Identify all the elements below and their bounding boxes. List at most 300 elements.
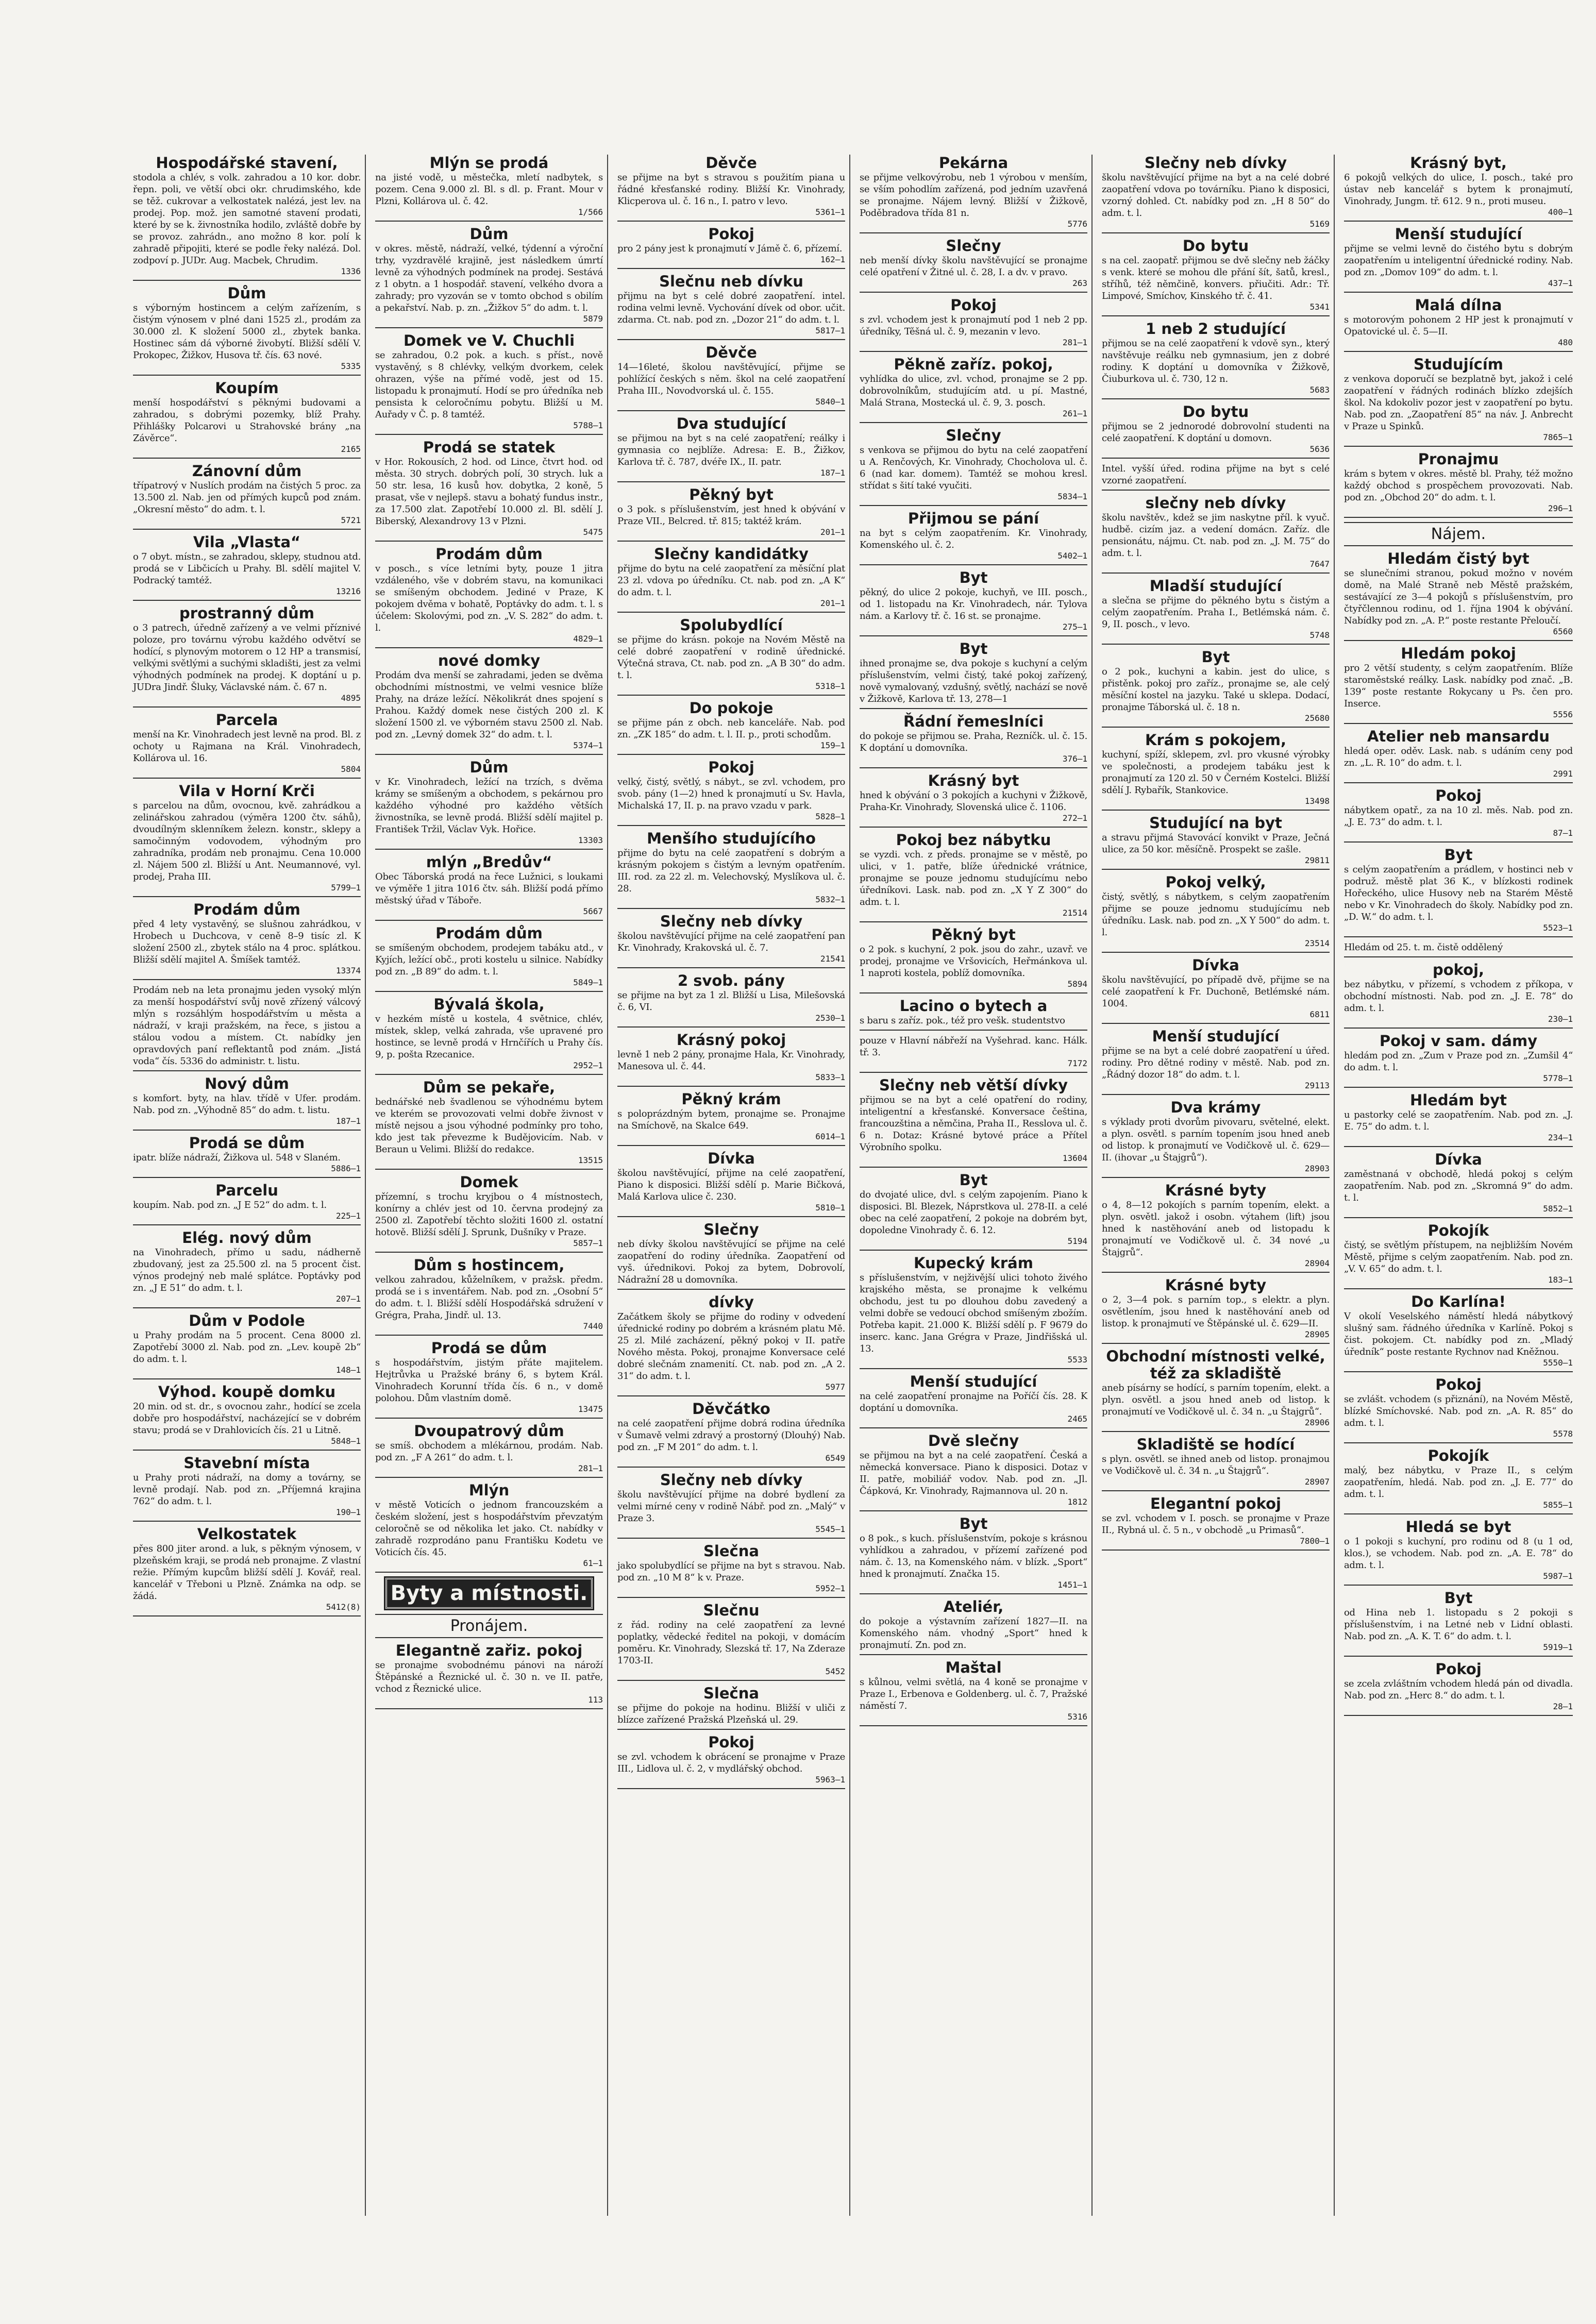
ad-heading: Lacino o bytech a xyxy=(899,997,1048,1015)
classified-ad xyxy=(1344,1151,1573,1218)
classified-ad xyxy=(375,332,603,435)
ad-heading: Dva studující xyxy=(676,415,786,432)
ad-heading: mlýn „Bredův“ xyxy=(426,853,552,871)
ad-code: 6549 xyxy=(825,1453,845,1463)
classified-ad xyxy=(133,712,361,779)
ad-text: bez nábytku, v přízemí, s vchodem z příkopa, v obchodní místnosti. Nab. pod zn. „J. E. 78“ do adm. t. l. xyxy=(1344,979,1573,1014)
ad-heading: prostranný dům xyxy=(179,604,314,622)
ad-text: ipatr. blíže nádraží, Žižkova ul. 548 v Slaném. xyxy=(133,1152,341,1163)
ad-code: 207—1 xyxy=(335,1294,361,1304)
ad-code: 5475 xyxy=(583,527,603,537)
ad-heading: Pekárna xyxy=(938,155,1009,172)
ad-text: u Prahy prodám na 5 procent. Cena 8000 zl. Zapotřebí 3000 zl. Nab. pod zn. „Lev. koupě 2b“ do adm. t. l. xyxy=(133,1330,361,1365)
classified-ad xyxy=(1102,1495,1330,1551)
ad-code: 5977 xyxy=(825,1382,845,1392)
ad-heading: Do Karlína! xyxy=(1411,1293,1506,1310)
classified-ad xyxy=(1102,238,1330,316)
ad-heading: Kupecký krám xyxy=(914,1254,1033,1272)
ad-heading: Atelier neb mansardu xyxy=(1367,728,1550,745)
ad-heading: Pokoj xyxy=(708,225,754,243)
ad-text: nábytkem opatř., za na 10 zl. měs. Nab. pod zn. „J. E. 73“ do adm. t. l. xyxy=(1344,805,1573,828)
ad-code: 5817—1 xyxy=(815,326,845,335)
ad-text: přijme do bytu na celé zaopatření za měsíční plat 23 zl. vdova po úředníku. Ct. nab. pod zn. „A K“ do adm. t. l. xyxy=(617,563,845,598)
ad-text: na celé zaopatření pronajme na Poříčí čís. 28. K doptání u domovníka. xyxy=(860,1391,1087,1413)
classified-ad xyxy=(375,546,603,648)
ad-code: 13475 xyxy=(578,1404,603,1414)
ad-divider xyxy=(375,434,603,435)
ad-code: 148—1 xyxy=(335,1365,361,1375)
ad-text: o 2 pok., kuchyni a kabin. jest do ulice, s přistěnk. pokoj pro zaříz., pronajme se, ale celý měsíční kostel na jazyku. Také u sklepa. Dodací, pronajme Táborská ul. č. 18 n. xyxy=(1102,666,1330,713)
ad-divider xyxy=(617,481,845,482)
ad-divider xyxy=(375,1074,603,1075)
classified-ad xyxy=(1102,1348,1330,1432)
ad-text: pro 2 větší studenty, s celým zaopatřením. Blíže staroměstské reálky. Lask. nabídky pod znač. „B. 139“ poste restante Rokycany u Ps. čen pro. Inserce. xyxy=(1344,663,1573,709)
ad-code: 25680 xyxy=(1304,713,1330,723)
ad-heading: Byt xyxy=(959,1171,988,1189)
classified-ad xyxy=(860,832,1087,922)
ad-heading: Pokojík xyxy=(1427,1222,1489,1239)
ad-heading: Krásné byty xyxy=(1165,1276,1267,1294)
ad-text: krám s bytem v okres. městě bl. Prahy, též možno každý obchod s prospěchem provozovati. Nab. pod zn. „Obchod 20“ do adm. t. l. xyxy=(1344,468,1573,503)
classified-ad xyxy=(1344,962,1573,1029)
ad-divider xyxy=(860,422,1087,423)
classified-ad xyxy=(1344,1033,1573,1088)
ad-divider xyxy=(133,1177,361,1178)
ad-text: přijme se na byt a celé dobré zaopatření u úřed. rodiny. Pro dětné rodiny v městě. Nab. pod zn. „Řádný dozor 18“ do adm. t. l. xyxy=(1102,1046,1330,1080)
classified-ad xyxy=(617,913,845,968)
ad-divider xyxy=(860,1368,1087,1369)
ad-text: malý, bez nábytku, v Praze II., s celým zaopatřením, hledá. Nab. pod zn. „J. E. 77“ do adm. t. l. xyxy=(1344,1465,1573,1500)
ad-heading: Elég. nový dům xyxy=(182,1229,312,1247)
ad-text: s výborným hostincem a celým zařízením, s čistým výnosem v plné dani 1525 zl., prodám za 30.000 zl. K složení 5000 zl., zbytek banka. Hostinec sám dá výborné živobytí. Bližší sdělí V. Prokopec, Žižkov, Husova tř. čís. 63 nové. xyxy=(133,302,361,361)
ad-heading: Mlýn se prodá xyxy=(429,155,549,172)
classified-ad xyxy=(1102,1099,1330,1178)
classified-ad xyxy=(1344,226,1573,293)
ad-divider xyxy=(1344,936,1573,937)
ad-text: hledám pod zn. „Zum v Praze pod zn. „Zumšil 4“ do adm. t. l. xyxy=(1344,1050,1573,1073)
classified-ad xyxy=(375,925,603,992)
ad-code: 5374—1 xyxy=(573,740,603,750)
classified-ad xyxy=(617,1401,845,1468)
classified-ad xyxy=(1344,550,1573,641)
ad-heading: Parcela xyxy=(215,711,278,729)
ad-divider xyxy=(617,541,845,542)
ad-heading: Hledám pokoj xyxy=(1401,645,1516,662)
ad-heading: Pokoj velký, xyxy=(1165,873,1266,891)
ad-code: 5578 xyxy=(1553,1429,1573,1439)
ad-heading: Slečny xyxy=(946,237,1001,255)
ad-divider xyxy=(375,1708,603,1709)
classified-ad xyxy=(617,1150,845,1217)
ad-text: do pokoje se přijmou se. Praha, Rezníčk. ul. č. 15. K doptání u domovníka. xyxy=(860,731,1087,753)
ad-code: 5848—1 xyxy=(331,1436,361,1446)
ad-heading: Děvčátko xyxy=(692,1400,770,1418)
ad-text: aneb písárny se hodící, s parním topením, elekt. a plyn. osvětl. a jsou hned aneb od listop. k pronajmutí ve Vodičkově ul. č. 34 n. „u Štajgrů“. xyxy=(1102,1383,1330,1417)
classified-ad xyxy=(860,927,1087,993)
ad-heading: Hledá se byt xyxy=(1405,1518,1511,1536)
ad-heading: Domek xyxy=(460,1173,518,1191)
ad-text: s motorovým pohonem 2 HP jest k pronajmutí v Opatovické ul. č. 5—II. xyxy=(1344,314,1573,337)
classified-ad xyxy=(617,155,845,222)
ad-heading: Dívka xyxy=(1435,1151,1482,1168)
ad-divider xyxy=(1102,1177,1330,1178)
ad-heading: Krám s pokojem, xyxy=(1145,731,1286,749)
classified-ad xyxy=(617,415,845,482)
classified-ad xyxy=(1102,732,1330,811)
ad-code: 28904 xyxy=(1304,1258,1330,1268)
ad-divider xyxy=(1102,869,1330,870)
ad-heading: Pokoj xyxy=(950,296,997,314)
ad-divider xyxy=(1102,1550,1330,1551)
ad-heading: Slečny neb dívky xyxy=(660,1471,803,1489)
ad-text: u pastorky celé se zaopatřením. Nab. pod zn. „J. E. 75“ do adm. t. l. xyxy=(1344,1109,1573,1132)
ad-code: 2952—1 xyxy=(573,1060,603,1070)
ad-divider xyxy=(1344,1442,1573,1443)
ad-text: Intel. vyšší úřed. rodina přijme na byt s celé vzorné zaopatření. xyxy=(1102,463,1330,486)
ad-code: 5852—1 xyxy=(1543,1204,1573,1214)
ad-code: 5550—1 xyxy=(1543,1358,1573,1368)
ad-code: 5894 xyxy=(1067,979,1087,989)
ad-code: 5721 xyxy=(341,515,361,525)
ad-text: přijmou se na celé zaopatření k vdově syn., který navštěvuje reálku neb gymnasium, jen z dobré rodiny. K doptání u domovníka v Žižkově, Čiuburkova ul. č. 730, 12 n. xyxy=(1102,338,1330,384)
classified-ad xyxy=(860,1172,1087,1251)
classified-ad xyxy=(1344,155,1573,222)
ad-divider xyxy=(133,1224,361,1225)
ad-text: čistý, se světlým přístupem, na nejbližším Novém Městě, přijme s celým zaopatřením. Nab. pod zn. „V. V. 65“ do adm. t. l. xyxy=(1344,1240,1573,1274)
ad-heading: Děvče xyxy=(705,155,757,172)
ad-divider xyxy=(860,1072,1087,1073)
ad-divider xyxy=(617,1467,845,1468)
ad-divider xyxy=(1344,841,1573,843)
ad-divider xyxy=(1344,1028,1573,1029)
ad-text: s venkova se přijmou do bytu na celé zaopatření u A. Renčových, Kr. Vinohrady, Chocholova ul. č. 6 (nad kar. domem). Tamtéž se mohou kresl. střídat s šití také vyučiti. xyxy=(860,445,1087,491)
ad-code: 2991 xyxy=(1553,769,1573,779)
ad-code: 5361—1 xyxy=(815,207,845,217)
classified-ad xyxy=(133,463,361,530)
ad-text: v Kr. Vinohradech, ležící na trzích, s dvěma krámy se smíšeným a obchodem, s pekárnou pro každého výhodné pro každého větších živnostníka, se levně prodá. Bližší sdělí majitel p. František Tržil, Václav Vyk. Hořice. xyxy=(375,777,603,835)
ad-text: o 3 pok. s příslušenstvím, jest hned k obývání v Praze VII., Belcred. tř. 815; taktéž krám. xyxy=(617,504,845,527)
ad-divider xyxy=(1344,517,1573,518)
ad-heading: nové domky xyxy=(438,652,541,669)
classified-ad xyxy=(860,427,1087,506)
ad-code: 400—1 xyxy=(1548,207,1573,217)
ad-heading: 2 svob. pány xyxy=(677,972,785,989)
ad-divider xyxy=(617,1216,845,1217)
ad-divider xyxy=(133,706,361,708)
classified-ad xyxy=(375,1174,603,1253)
ad-heading: Pokoj xyxy=(1435,1376,1482,1393)
ad-text: školou navštěvující přijme na celé zaopatření pan Kr. Vinohrady, Krakovská ul. č. 7. xyxy=(617,931,845,953)
classified-ad xyxy=(375,1079,603,1170)
ad-divider xyxy=(617,1597,845,1598)
column-5 xyxy=(1098,155,1335,2216)
ad-heading: Prodám dům xyxy=(435,924,543,942)
ad-divider xyxy=(617,1086,845,1087)
ad-code: 5987—1 xyxy=(1543,1571,1573,1581)
ad-text: se vyzdi. vch. z předs. pronajme se v městě, po ulici, v 1. patře, blíže úřednické vrátnice, pronajme se pouze jednomu studujícímu nebo úředníkovi. Lask. nab. pod zn. „X Y Z 300“ do adm. t. l. xyxy=(860,849,1087,907)
ad-divider xyxy=(1102,232,1330,233)
ad-text: o 2 pok. s kuchyní, 2 pok. jsou do zahr., uzavř. ve prodej, pronajme ve Vršovicích, Heřmánkova ul. 1 naproti kostela, poblíž domovníka. xyxy=(860,944,1087,979)
ad-divider xyxy=(375,541,603,542)
classified-ad xyxy=(1344,1661,1573,1716)
ad-code: 5834—1 xyxy=(1057,492,1087,501)
ad-heading: pokoj, xyxy=(1432,961,1485,979)
ad-heading: Krásný byt xyxy=(928,772,1019,789)
classified-ad xyxy=(375,996,603,1075)
ad-text: pěkný, do ulice 2 pokoje, kuchyň, ve III. posch., od 1. listopadu na Kr. Vinohradech, nár. Tylova nám. a Karlovy tř. č. 16 st. se pronajme. xyxy=(860,587,1087,621)
ad-heading: Pronajmu xyxy=(1418,450,1499,468)
ad-divider xyxy=(617,1026,845,1028)
ad-heading: Studující na byt xyxy=(1149,814,1282,832)
ad-text: velkou zahradou, kůželníkem, v pražsk. předm. prodá se i s inventářem. Nab. pod zn. „Osobní 5“ do adm. t. l. Bližší sdělí Hospodářská sdružení v Grégra, Praha, Jindř. ul. 13. xyxy=(375,1274,603,1321)
ad-code: 5919—1 xyxy=(1543,1642,1573,1652)
ad-heading: Byt xyxy=(1444,1589,1473,1607)
ad-divider xyxy=(1102,315,1330,316)
ad-divider xyxy=(617,612,845,613)
classified-ad xyxy=(860,297,1087,352)
ad-text: na celé zaopatření přijme dobrá rodina úředníka v Šumavě velmi zdravý a prostorný (Dlouhý) Nab. pod zn. „F M 201“ do adm. t. l. xyxy=(617,1418,845,1453)
ad-heading: slečny neb dívky xyxy=(1145,494,1286,512)
ad-divider xyxy=(375,221,603,222)
ad-heading: dívky xyxy=(709,1293,754,1311)
ad-text: na byt s celým zaopatřením. Kr. Vinohrady, Komenského ul. č. 2. xyxy=(860,528,1087,550)
ad-heading: Slečny xyxy=(703,1221,759,1238)
ad-code: 13604 xyxy=(1062,1153,1087,1163)
classified-ad xyxy=(1102,649,1330,728)
ad-code: 5402—1 xyxy=(1057,551,1087,561)
ad-code: 28906 xyxy=(1304,1418,1330,1427)
ad-heading: Stavební místa xyxy=(183,1454,310,1472)
ad-divider xyxy=(133,1070,361,1071)
classified-ad xyxy=(617,226,845,269)
ad-heading: Pokoj v sam. dámy xyxy=(1379,1032,1538,1050)
classified-ad xyxy=(860,569,1087,636)
ad-code: 5533 xyxy=(1067,1355,1087,1365)
ad-divider xyxy=(617,410,845,411)
ad-heading: Mlýn xyxy=(468,1481,510,1499)
ad-text: pro 2 pány jest k pronajmutí v Jámě č. 6, přízemí. xyxy=(617,243,843,254)
ad-divider xyxy=(1344,640,1573,641)
ad-text: přijme se velmi levně do čistého bytu s dobrým zaopatřením u inteligentní úřednické rodiny. Nab. pod zn. „Domov 109“ do adm. t. l. xyxy=(1344,243,1573,278)
classified-ad xyxy=(860,238,1087,293)
classified-ad xyxy=(375,854,603,921)
ad-divider xyxy=(860,564,1087,565)
ad-code: 201—1 xyxy=(820,598,845,608)
ad-heading: Prodám dům xyxy=(435,545,543,563)
classified-ad xyxy=(860,998,1087,1031)
ad-heading: Výhod. koupě domku xyxy=(158,1383,336,1401)
classified-ad xyxy=(133,155,361,281)
ad-divider xyxy=(1102,458,1330,459)
ad-text: třípatrový v Nuslích prodám na čistých 5 proc. za 13.500 zl. Nab. jen od přímých kupců pod znám. „Okresní město“ do adm. t. l. xyxy=(133,480,361,515)
ad-code: 5636 xyxy=(1309,444,1330,454)
ad-code: 1/566 xyxy=(578,207,603,217)
ad-text: Obec Táborská prodá na řece Lužnici, s loukami ve výměře 1 jitra 1016 čtv. sáh. Bližší podá přímo městský úřad v Táboře. xyxy=(375,871,603,906)
ad-divider xyxy=(133,896,361,897)
classified-ad xyxy=(1102,957,1330,1024)
ad-text: vyhlídka do ulice, zvl. vchod, pronajme se 2 pp. dobrovolníkům, studujícím atd. u pí. Mastné, Malá Strana, Mostecká ul. č. 9, 3. posch. xyxy=(860,374,1087,408)
ad-divider xyxy=(860,1510,1087,1511)
classified-ad xyxy=(133,1182,361,1225)
ad-divider xyxy=(375,327,603,328)
ad-heading: Prodá se dům xyxy=(431,1339,547,1357)
ad-divider xyxy=(375,1252,603,1253)
ad-text: Hledám od 25. t. m. čistě oddělený xyxy=(1344,942,1503,953)
ad-text: se přijme do krásn. pokoje na Novém Městě na celé dobré zaopatření v rodině úřednické. Výtečná strava, Ct. nab. pod zn. „A B 30“ do adm. t. l. xyxy=(617,634,845,681)
ad-heading: Byt xyxy=(959,1515,988,1533)
ad-code: 6811 xyxy=(1309,1009,1330,1019)
ad-code: 281—1 xyxy=(1062,338,1087,347)
ad-text: do pokoje a výstavním zařízení 1827—II. na Komenského nám. vhodný „Sport“ hned k pronajmutí. Zn. pod zn. xyxy=(860,1616,1087,1651)
classified-ad xyxy=(375,1482,603,1573)
column-6 xyxy=(1340,155,1577,2216)
ad-code: 13303 xyxy=(578,835,603,845)
ad-text: se slunečními stranou, pokud možno v novém domě, na Malé Straně neb Městě pražském, sestávající ze 3—4 pokojů s příslušenstvím, pro čtyřčlennou rodinu, od 1. října 1904 k obývání. Nabídky pod zn. „A. P.“ poste restante Přeloučí. xyxy=(1344,568,1573,626)
ad-text: školou navštěvující, přijme na celé zaopatření, Piano k disposici. Bližší sdělí p. Marie Bičková, Malá Karlova ulice č. 230. xyxy=(617,1168,845,1202)
ad-divider xyxy=(375,647,603,648)
classified-ad xyxy=(133,605,361,708)
ad-heading: Menší studující xyxy=(910,1373,1037,1390)
classified-ad xyxy=(1344,1519,1573,1586)
ad-heading: Do bytu xyxy=(1182,403,1249,420)
ad-code: 5341 xyxy=(1309,302,1330,312)
ad-text: se přijme na byt s stravou s použitím piana u řádné křesťanské rodiny. Bližší Kr. Vinohrady, Klicperova ul. č. 16 n., I. patro v levo. xyxy=(617,172,845,207)
ad-code: 5452 xyxy=(825,1666,845,1676)
ad-divider xyxy=(1102,490,1330,491)
ad-text: se přijme velkovýrobu, neb 1 výrobou v menším, se vším pohodlím zařízená, pod jedním uzavřená se pronajme. Nájem levný. Bližší v Žižkově, Poděbradova třída 81 n. xyxy=(860,172,1087,218)
ad-divider xyxy=(1102,952,1330,953)
ad-code: 29113 xyxy=(1304,1081,1330,1090)
ad-code: 7440 xyxy=(583,1321,603,1331)
ad-text: s zvl. vchodem jest k pronajmutí pod 1 neb 2 pp. úředníky, Těšná ul. č. 9, mezanin v levo. xyxy=(860,314,1087,337)
column-4 xyxy=(855,155,1093,2216)
classified-ad xyxy=(375,1257,603,1336)
ad-code: 5316 xyxy=(1067,1712,1087,1722)
ad-divider xyxy=(617,754,845,755)
ad-code: 5667 xyxy=(583,906,603,916)
ad-divider xyxy=(860,921,1087,922)
ad-divider xyxy=(1344,1513,1573,1514)
ad-text: na jisté vodě, u městečka, mletí nadbytek, s pozem. Cena 9.000 zl. Bl. s dl. p. Frant. Mour v Plzni, Kollárova ul. č. 42. xyxy=(375,172,603,207)
ad-text: s hospodářstvím, jistým přáte majitelem. Hejtrůvka u Pražské brány 6, s bytem Král. Vinohradech Korunní třída čís. 6 n., v domě polohou. Dům vlastním domě. xyxy=(375,1357,603,1404)
ad-divider xyxy=(617,967,845,968)
classified-ad xyxy=(860,1659,1087,1726)
classified-ad xyxy=(1102,1277,1330,1344)
ad-code: 87—1 xyxy=(1553,828,1573,838)
ad-code: 5545—1 xyxy=(815,1524,845,1534)
ad-heading: Vila v Horní Krči xyxy=(179,782,315,800)
ad-text: menší na Kr. Vinohradech jest levně na prod. Bl. z ochoty u Rajmana na Král. Vinohradech, Kollárova ul. 16. xyxy=(133,729,361,764)
ad-text: hledá oper. oděv. Lask. nab. s udáním ceny pod zn. „L. R. 10“ do adm. t. l. xyxy=(1344,746,1573,768)
ad-code: 5840—1 xyxy=(815,397,845,407)
ad-text: před 4 lety vystavěný, se slušnou zahrádkou, v Hrobech u Duchcova, v ceně 8–9 tisíc zl. K složení 2500 zl., zbytek stálo na 4 proc. splátkou. Bližší sdělí majitel A. Šmíšek tamtéž. xyxy=(133,919,361,965)
ad-code: 159—1 xyxy=(820,740,845,750)
ad-divider xyxy=(1102,1431,1330,1432)
ad-heading: Hledám čistý byt xyxy=(1387,550,1530,567)
section-subheading: Nájem. xyxy=(1344,522,1573,546)
ad-code: 21541 xyxy=(820,954,845,964)
ad-divider xyxy=(133,375,361,376)
ad-heading: 1 neb 2 studující xyxy=(1146,320,1286,338)
ad-text: přijmou se na byt a celé opatření do rodiny, inteligentní a křesťanské. Konversace čeština, francouzština a němčina, Praha II., Resslova ul. č. 6 n. Dotaz: Krásné bytové práce a Přítel Výrobního spolku. xyxy=(860,1094,1087,1153)
ad-heading: Pokoj xyxy=(1435,787,1482,804)
classified-ad xyxy=(617,700,845,755)
ad-heading: Slečna xyxy=(703,1542,759,1560)
ad-text: školu navštěvující přijme na dobré bydlení za velmi mírné ceny v rodině Nábř. pod zn. „Malý“ v Praze 3. xyxy=(617,1489,845,1524)
classified-ad xyxy=(1344,941,1573,957)
classified-ad xyxy=(1344,728,1573,783)
ad-code: 13515 xyxy=(578,1155,603,1165)
ad-text: Začátkem školy se přijme do rodiny v odvedení úřednické rodiny po dobrém a krásném platu Mě. 25 zl. Milé zacházení, pěkný pokoj v II. patře Nového města. Pokoj, pronajme Konversace celé dobré slečnám znamenití. Ct. nab. pod zn. „A 2. 31“ do adm. t. l. xyxy=(617,1311,845,1382)
ad-heading: Řádní řemeslníci xyxy=(903,713,1044,730)
ad-code: 21514 xyxy=(1062,908,1087,918)
ad-code: 6560 xyxy=(1553,627,1573,636)
ad-code: 113 xyxy=(588,1695,603,1705)
classified-ad xyxy=(1102,1436,1330,1491)
ad-heading: Mladší studující xyxy=(1149,577,1282,595)
ad-heading: Hospodářské stavení, xyxy=(156,155,338,172)
ad-divider xyxy=(1344,221,1573,222)
classified-ad xyxy=(617,486,845,542)
ad-divider xyxy=(860,1593,1087,1594)
classified-ad xyxy=(1344,645,1573,724)
ad-code: 281—1 xyxy=(578,1463,603,1473)
ad-heading: Byt xyxy=(1444,846,1473,864)
ad-code: 61—1 xyxy=(583,1558,603,1568)
ad-text: s poloprázdným bytem, pronajme se. Pronajme na Smíchově, na Skalce 649. xyxy=(617,1108,845,1131)
ad-heading: Pokoj xyxy=(708,1733,754,1751)
ad-heading: Dívka xyxy=(708,1150,755,1167)
ad-text: a slečna se přijme do pěkného bytu s čistým a celým zaopatřením. Praha I., Betlémská nám. č. 9, II. posch., v levo. xyxy=(1102,595,1330,630)
ad-divider xyxy=(133,1615,361,1616)
ad-text: od Hina neb 1. listopadu s 2 pokoji s příslušenstvím, i na Letné neb v Lidní oblasti. Nab. pod zn. „A. K. T. 6“ do adm. t. l. xyxy=(1344,1607,1573,1642)
ad-text: z venkova doporučí se bezplatně byt, jakož i celé zaopatření v řádných rodinách blízko zdejších škol. Na kdokoliv pozor jest v zaopatření po bytu. Nab. pod zn. „Zaopatření 85“ na náv. J. Anbrecht v Praze u Spinků. xyxy=(1344,374,1573,432)
ad-divider xyxy=(1102,727,1330,728)
ad-code: 1812 xyxy=(1067,1497,1087,1507)
ad-text: ihned pronajme se, dva pokoje s kuchyní a celým příslušenstvím, velmi čistý, také pokoj zařízený, nově vymalovaný, vzdušný, světlý, nachází se nově v Žižkově, Karlova tř. 13, 278—1 xyxy=(860,658,1087,704)
ad-text: přes 800 jiter arond. a luk, s pěkným výnosem, v plzeňském kraji, se prodá neb pronajme. Z vlastní režie. Přímým kupcům bližší sdělí J. Kovář, real. kancelář v Třeboni u Plzně. Známka na odp. se žádá. xyxy=(133,1543,361,1602)
ad-text: s na cel. zaopatř. přijmou se dvě slečny neb žáčky s venk. které se mohou dle přání šít, šatů, kresl., stříhů, též němčině, konvers. přiučiti. Adr.: Tř. Limpové, Smíchov, Kinského tř. č. 41. xyxy=(1102,255,1330,301)
ad-divider xyxy=(1102,572,1330,574)
ad-divider xyxy=(617,1395,845,1396)
ad-divider xyxy=(1344,1217,1573,1218)
ad-text: zaměstnaná v obchodě, hledá pokoj s celým zaopatřením. Nab. pod zn. „Skromná 9“ do adm. t. l. xyxy=(1344,1169,1573,1203)
ad-divider xyxy=(617,268,845,269)
ad-code: 5194 xyxy=(1067,1236,1087,1246)
ad-code: 201—1 xyxy=(820,527,845,537)
ad-text: s plyn. osvětl. se ihned aneb od listop. pronajmou ve Vodičkově ul. č. 34 n. „u Štajgrů“. xyxy=(1102,1454,1330,1476)
classified-ad xyxy=(375,1642,603,1709)
ad-divider xyxy=(133,458,361,459)
ad-divider xyxy=(1102,1343,1330,1344)
ad-heading: Dům xyxy=(227,284,266,302)
ad-text: menší hospodářství s pěknými budovami a zahradou, s dobrými pozemky, blíž Prahy. Přihlášky Polcarovi u Strahovské brány „na Závěrce“. xyxy=(133,397,361,444)
ad-code: 7172 xyxy=(1067,1058,1087,1068)
classified-ad xyxy=(617,972,845,1028)
classified-ad xyxy=(1102,874,1330,953)
classified-ad xyxy=(1344,356,1573,447)
ad-text: pouze v Hlavní nábřeží na Vyšehrad. kanc. Hálk. tř. 3. xyxy=(860,1035,1087,1058)
ad-divider xyxy=(860,1654,1087,1655)
ad-text: koupím. Nab. pod zn. „J E 52“ do adm. t. l. xyxy=(133,1200,327,1210)
ad-divider xyxy=(860,767,1087,768)
ad-text: s baru s zaříz. pok., též pro vešk. studentstvo xyxy=(860,1015,1065,1026)
ad-heading: Slečny kandidátky xyxy=(654,545,809,563)
ad-divider xyxy=(1344,1087,1573,1088)
classified-ad xyxy=(1344,1222,1573,1289)
ad-code: 5523—1 xyxy=(1543,923,1573,933)
ad-text: o 2, 3—4 pok. s parním top., s elektr. a plyn. osvětlením, jsou hned k nastěhování aneb od listop. k pronajmutí ve Štěpánské ul. č. 629—II. xyxy=(1102,1294,1330,1329)
